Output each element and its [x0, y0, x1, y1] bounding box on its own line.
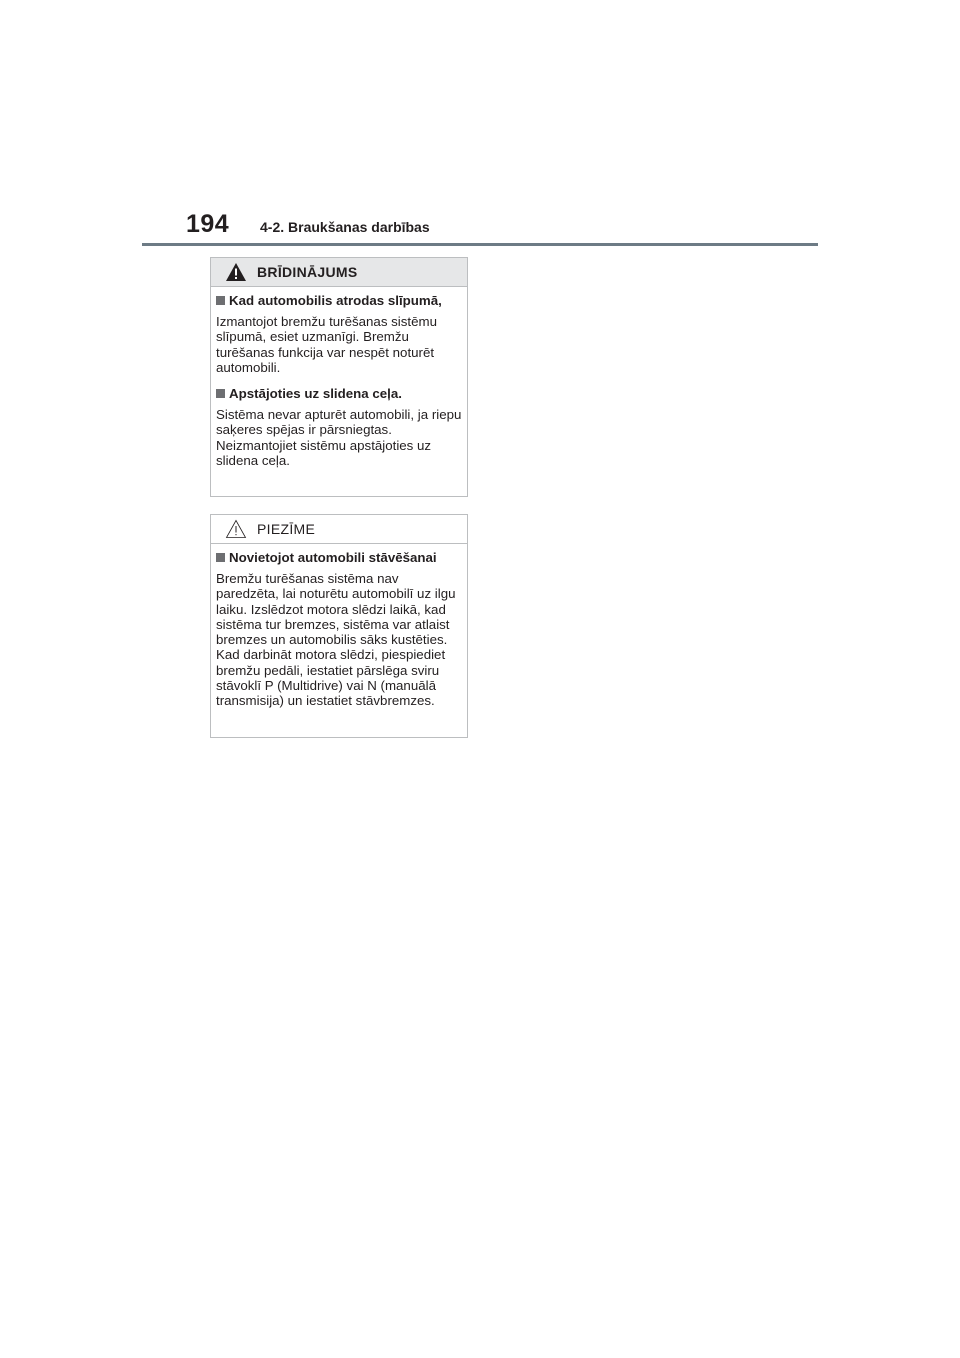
- warning-item-heading: [216, 386, 462, 401]
- bullet-square-icon: [216, 296, 225, 305]
- notice-item-heading-text: Novietojot automobili stāvēšanai: [229, 550, 437, 565]
- notice-box-header: [211, 515, 467, 544]
- warning-triangle-outline-icon: [225, 519, 247, 539]
- bullet-square-icon: [216, 553, 225, 562]
- warning-item-heading-text: Kad automobilis atrodas slīpumā,: [229, 293, 442, 308]
- section-title: 4-2. Braukšanas darbības: [260, 219, 430, 235]
- notice-item-heading: [216, 550, 462, 565]
- warning-item-heading: [216, 293, 462, 308]
- page-number: 194: [186, 210, 230, 238]
- warning-item-text: Sistēma nevar apturēt automobili, ja riepu saķeres spējas ir pārsniegtas. Neizmantojiet sistēmu apstājoties uz slidena ceļa.: [216, 407, 462, 469]
- bullet-square-icon: [216, 389, 225, 398]
- notice-box-title: PIEZĪME: [257, 521, 316, 537]
- warning-item-text: Izmantojot bremžu turēšanas sistēmu slīpumā, esiet uzmanīgi. Bremžu turēšanas funkcija var nespēt noturēt automobili.: [216, 314, 437, 375]
- warning-box-title: BRĪDINĀJUMS: [257, 264, 358, 280]
- notice-box: [210, 514, 468, 738]
- warning-box-header: [211, 258, 467, 287]
- warning-triangle-filled-icon: [225, 262, 247, 282]
- header-rule: [142, 243, 818, 246]
- warning-item-heading-text: Apstājoties uz slidena ceļa.: [229, 386, 402, 402]
- notice-item-text: Bremžu turēšanas sistēma nav paredzēta, lai noturētu automobilī uz ilgu laiku. Izslēdzot motora slēdzi laikā, kad sistēma tur bremzes, sistēma var atlaist bremzes un automobilis sāks kustēties. Kad darbināt motora slēdzi, piespiediet bremžu pedāli, iestatiet pārslēga sviru stāvoklī P (Multidrive) vai N (manuālā transmisija) un iestatiet stāvbremzes.: [216, 571, 456, 709]
- warning-box: [210, 257, 468, 497]
